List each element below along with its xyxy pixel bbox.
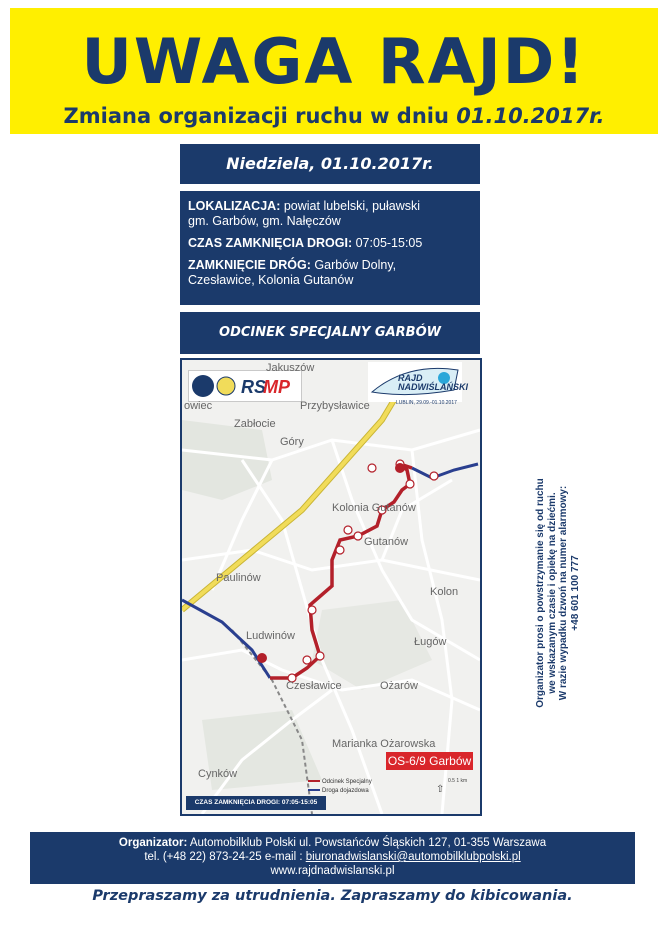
map-legend	[322, 778, 372, 796]
rsmp-logo-graphic	[189, 371, 301, 401]
place-czeslawice: Czesławice	[286, 680, 342, 692]
side-note-line-4: +48 601 100 777	[569, 555, 581, 631]
place-zablocie: Zabłocie	[234, 418, 276, 430]
north-arrow-icon: ⇧	[436, 784, 445, 795]
rajd-logo-sub: LUBLIN, 29.09.-01.10.2017	[396, 400, 457, 406]
footer-box	[30, 832, 635, 884]
map-closure-tag: CZAS ZAMKNIĘCIA DROGI: 07:05-15:05	[186, 796, 326, 810]
page-subtitle	[10, 104, 658, 128]
organizer-label: Organizator:	[118, 837, 188, 849]
place-kolonia-gutanow: Kolonia Gutanów	[332, 502, 416, 514]
stage-start-icon	[257, 653, 267, 663]
closing-text: Przepraszamy za utrudnienia. Zapraszamy do kibicowania.	[92, 888, 573, 904]
place-gory: Góry	[280, 436, 304, 448]
roads-value-1: Garbów Dolny,	[314, 258, 397, 272]
side-note-line-3: W razie wypadku dzwoń na numer alarmowy:	[558, 485, 569, 701]
organizer-text: Automobilklub Polski ul. Powstańców Śląskich 127, 01-355 Warszawa	[189, 837, 547, 849]
roads-line	[188, 258, 474, 288]
place-paulinow: Paulinów	[216, 572, 261, 584]
location-line	[188, 199, 474, 229]
closure-time-label: CZAS ZAMKNIĘCIA DROGI:	[188, 236, 353, 250]
location-label: LOKALIZACJA:	[188, 199, 281, 213]
legend-access: Droga dojazdowa	[322, 788, 369, 794]
route-map	[180, 358, 482, 816]
page-title: UWAGA RAJD!	[81, 25, 587, 98]
place-marianka: Marianka Ożarowska	[332, 738, 436, 750]
place-jakuszow: Jakuszów	[266, 362, 315, 374]
closure-time-value: 07:05-15:05	[355, 236, 423, 250]
place-przybyslawice: Przybysławice	[300, 400, 370, 412]
organizer-line	[30, 836, 635, 850]
closure-time-line	[188, 236, 474, 251]
roads-label: ZAMKNIĘCIE DRÓG:	[188, 258, 311, 272]
place-gutanow: Gutanów	[364, 536, 409, 548]
place-kolon: Kolon	[430, 586, 459, 598]
date-box: Niedziela, 01.10.2017r.	[180, 144, 480, 184]
svg-text:MP: MP	[263, 377, 290, 397]
place-cynkow: Cynków	[198, 768, 238, 780]
map-scale: 0.5 1 km	[448, 778, 468, 784]
place-ozarow: Ożarów	[380, 680, 418, 692]
side-note	[481, 470, 581, 710]
website-link[interactable]: www.rajdnadwislanski.pl	[270, 865, 395, 877]
rajd-logo-title	[398, 374, 468, 392]
subtitle-text: Zmiana organizacji ruchu w dniu	[63, 104, 457, 128]
location-value-1: powiat lubelski, puławski	[283, 199, 421, 213]
header-banner	[10, 8, 658, 134]
side-note-line-1: Organizator prosi o powstrzymanie się od ruchu	[535, 478, 546, 708]
info-box	[180, 191, 480, 305]
stage-label: OS-6/9 Garbów	[387, 754, 472, 768]
svg-text:RS: RS	[241, 377, 267, 397]
place-wola: owiec	[184, 400, 213, 412]
rsmp-logo	[188, 370, 302, 402]
place-ludwinow: Ludwinów	[246, 630, 295, 642]
email-link[interactable]: biuronadwislanski@automobilklubpolski.pl	[305, 851, 521, 863]
contact-line	[30, 850, 635, 864]
access-road	[412, 464, 478, 478]
section-title: ODCINEK SPECJALNY GARBÓW	[180, 312, 480, 354]
subtitle-date: 01.10.2017r.	[456, 104, 605, 128]
place-lugow: Ługów	[414, 636, 447, 648]
stage-finish-icon	[395, 463, 405, 473]
rajd-logo-title-2: NADWIŚLAŃSKI	[398, 382, 468, 392]
location-value-2: gm. Garbów, gm. Nałęczów	[188, 214, 341, 228]
phone-text: tel. (+48 22) 873-24-25 e-mail :	[144, 851, 306, 863]
side-note-text	[535, 458, 581, 728]
roads-value-2: Czesławice, Kolonia Gutanów	[188, 273, 354, 287]
side-note-line-2: we wskazanym czasie i opiekę na dziećmi.	[546, 492, 558, 694]
legend-special: Odcinek Specjalny	[322, 779, 372, 785]
rajd-logo-title-1: RAJD	[398, 373, 423, 383]
